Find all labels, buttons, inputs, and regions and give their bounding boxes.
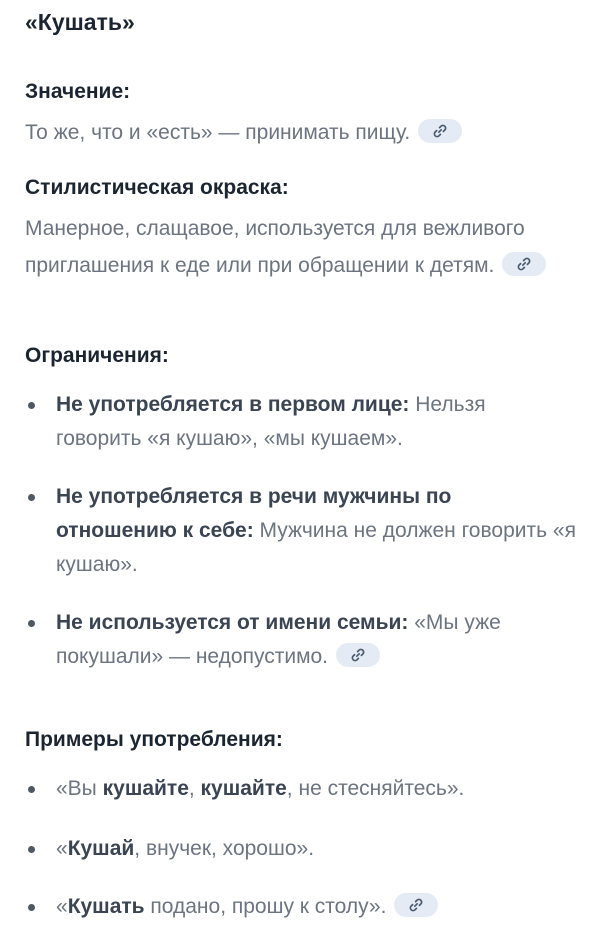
bullet-icon bbox=[28, 846, 35, 853]
source-link-button[interactable] bbox=[394, 893, 438, 917]
examples-heading: Примеры употребления: bbox=[25, 728, 283, 751]
example-text: « bbox=[56, 895, 68, 918]
example-text: , не стесняйтесь». bbox=[286, 777, 465, 800]
link-icon bbox=[432, 123, 448, 139]
restrictions-heading: Ограничения: bbox=[25, 344, 169, 367]
bullet-icon bbox=[28, 494, 35, 501]
bullet-icon bbox=[28, 904, 35, 911]
source-link-button[interactable] bbox=[502, 252, 546, 276]
restriction-text: Мужчина не должен говорить «я кушаю». bbox=[56, 519, 576, 576]
source-link-button[interactable] bbox=[418, 119, 462, 143]
example-text: «Вы bbox=[56, 777, 103, 800]
link-icon bbox=[350, 647, 366, 663]
example-text: , внучек, хорошо». bbox=[134, 837, 315, 860]
example-text: , bbox=[188, 777, 201, 800]
link-icon bbox=[516, 256, 532, 272]
style-text: Манерное, слащавое, используется для вежливого приглашения к еде или при обращении к детям. bbox=[25, 217, 525, 277]
example-bold: Кушать bbox=[67, 895, 145, 918]
restriction-bold: Не употребляется в речи мужчины по отношению к себе: bbox=[56, 485, 452, 542]
restriction-text: «Мы уже покушали» — недопустимо. bbox=[56, 611, 501, 668]
example-text: « bbox=[56, 837, 68, 860]
link-icon bbox=[408, 897, 424, 913]
example-text: подано, прошу к столу». bbox=[144, 895, 387, 918]
meaning-text: То же, что и «есть» — принимать пищу. bbox=[25, 121, 411, 144]
bullet-icon bbox=[28, 402, 35, 409]
bullet-icon bbox=[28, 620, 35, 627]
example-bold: кушайте bbox=[102, 777, 189, 800]
meaning-heading: Значение: bbox=[25, 80, 131, 103]
page-title: «Кушать» bbox=[25, 9, 135, 35]
bullet-icon bbox=[28, 786, 35, 793]
restriction-text: Нельзя говорить «я кушаю», «мы кушаем». bbox=[56, 393, 486, 450]
example-bold: кушайте bbox=[200, 777, 287, 800]
style-paragraph bbox=[25, 210, 565, 284]
source-link-button[interactable] bbox=[336, 643, 380, 667]
restriction-bold: Не употребляется в первом лице: bbox=[56, 393, 410, 416]
restriction-bold: Не используется от имени семьи: bbox=[56, 611, 409, 634]
style-heading: Стилистическая окраска: bbox=[25, 176, 289, 199]
meaning-paragraph bbox=[25, 114, 565, 151]
example-bold: Кушай bbox=[67, 837, 135, 860]
